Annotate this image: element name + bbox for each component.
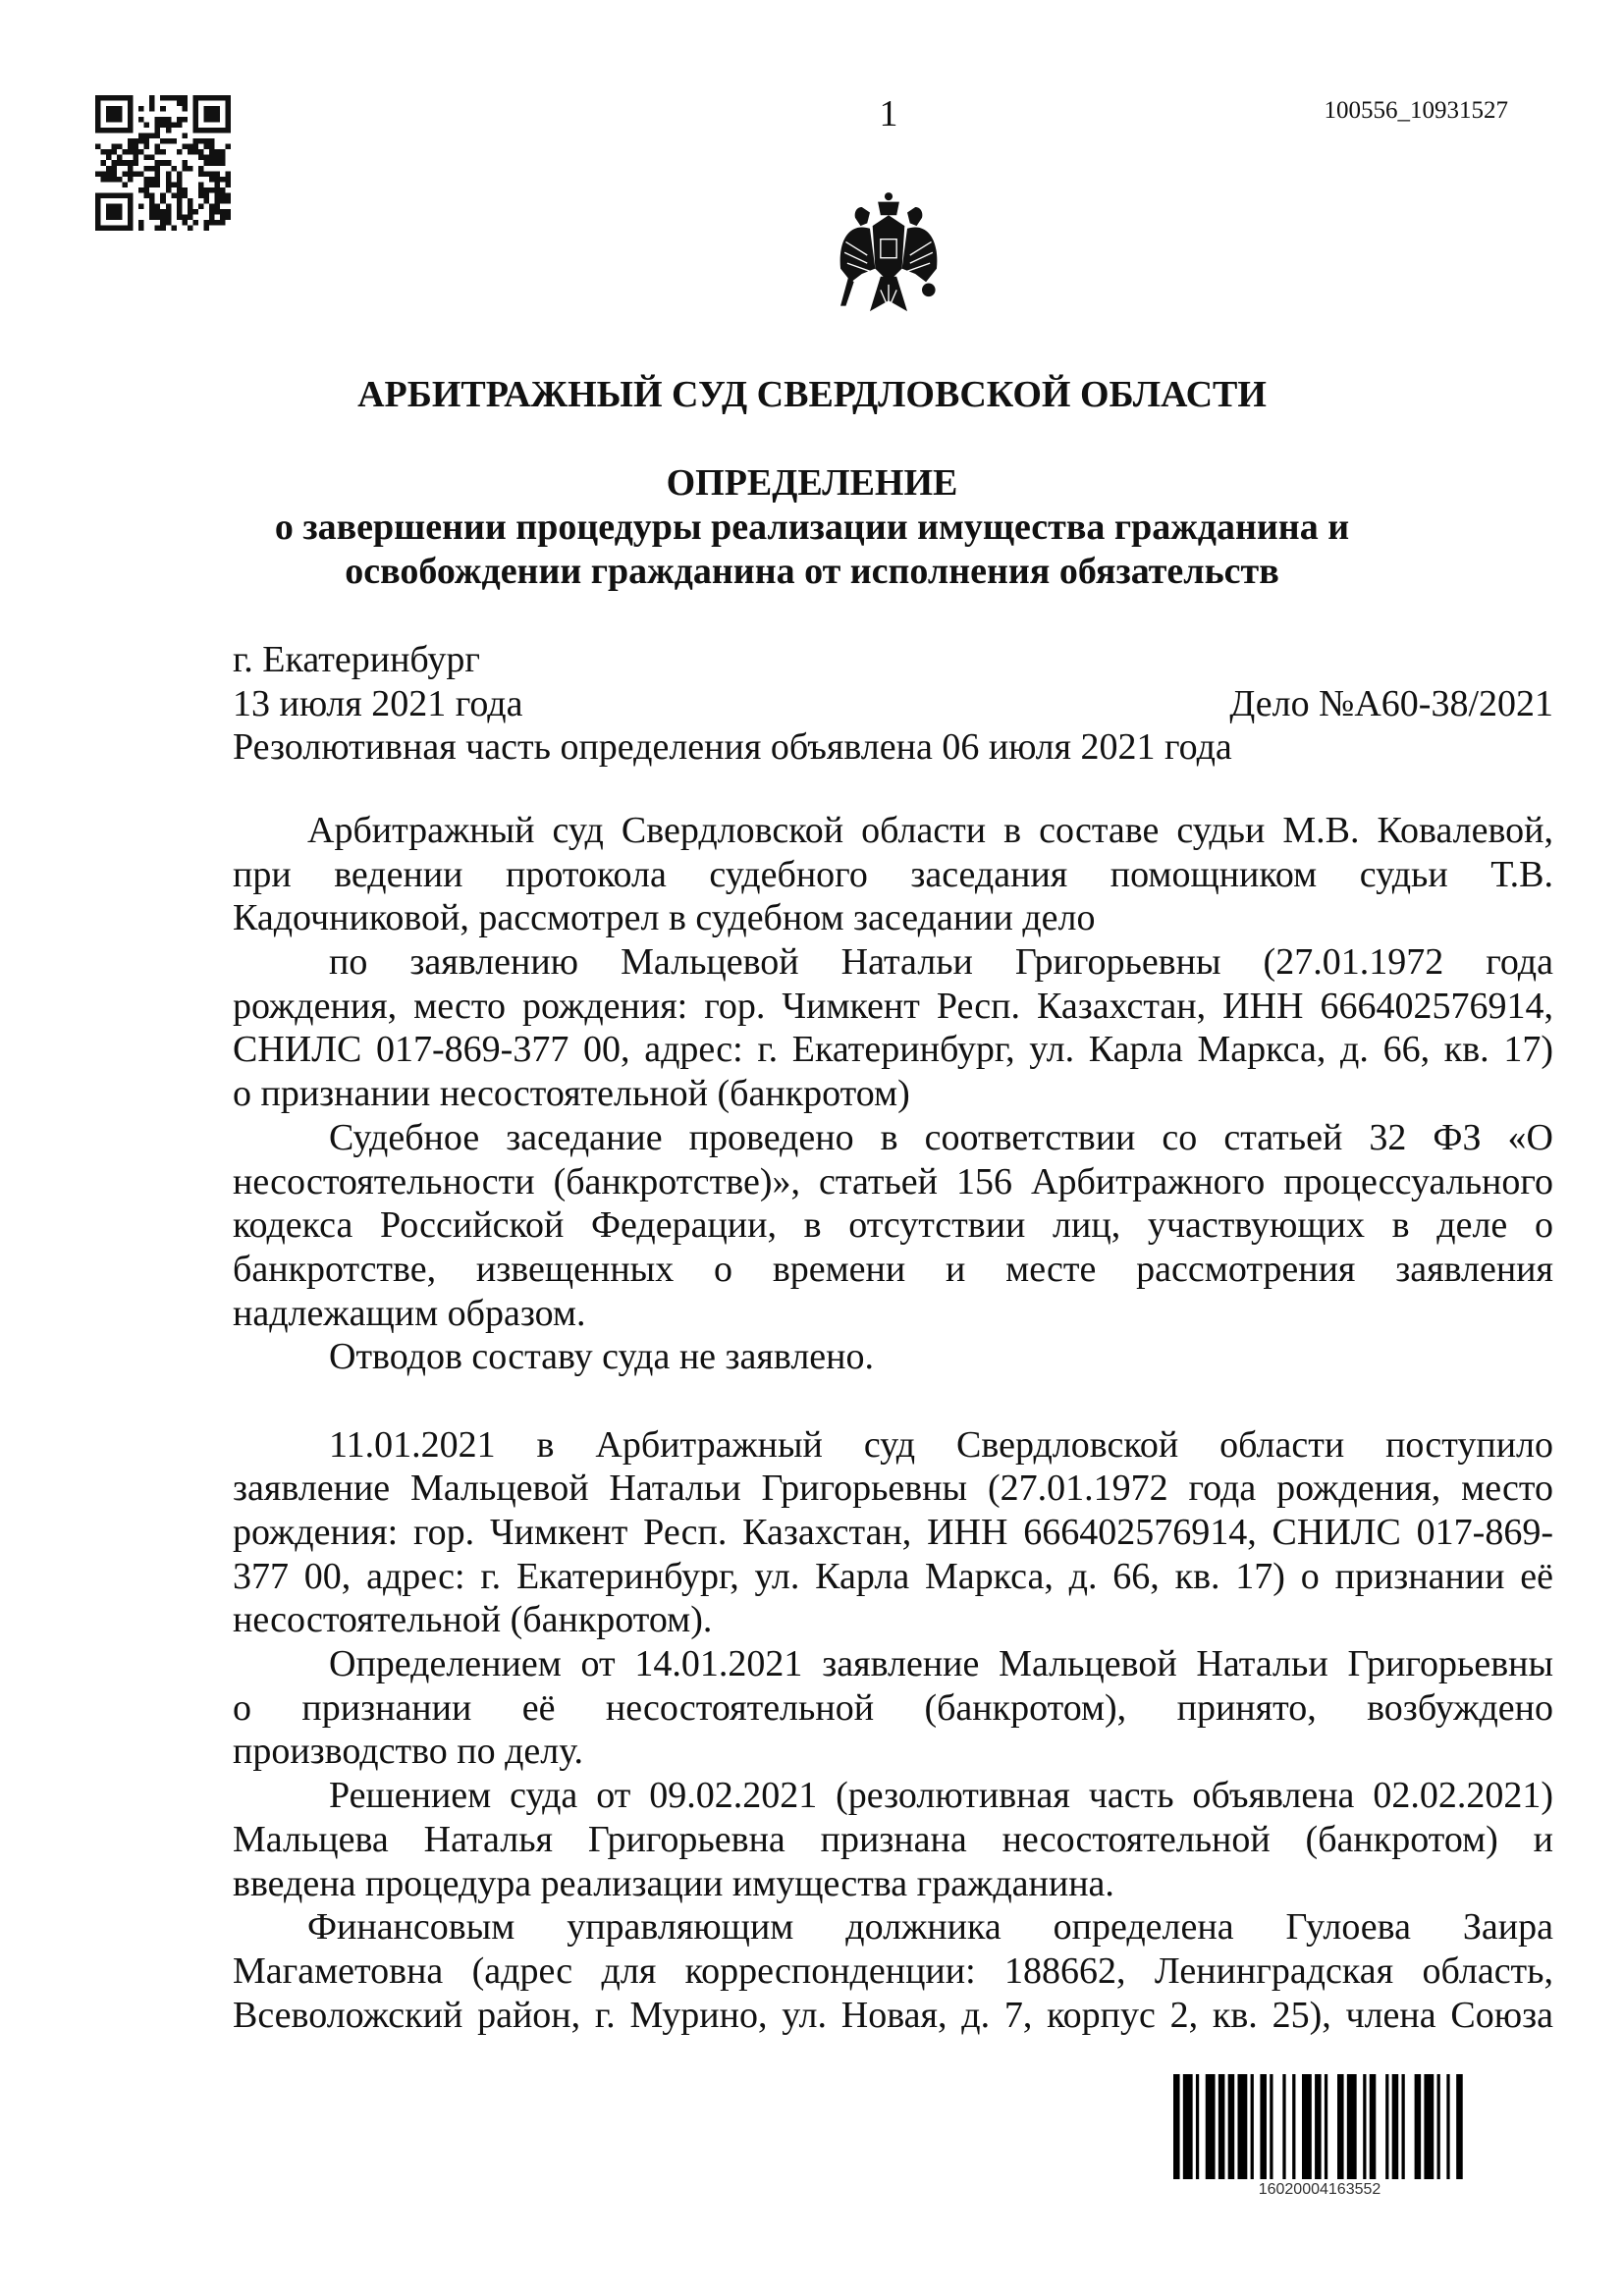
document-subtitle-line-1: о завершении процедуры реализации имущества гражданина и <box>274 507 1350 548</box>
barcode-bar <box>1370 2074 1377 2179</box>
body-line: Определением от 14.01.2021 заявление Мальцевой Натальи Григорьевны <box>329 1643 1553 1685</box>
body-line: СНИЛС 017-869-377 00, адрес: г. Екатеринбург, ул. Карла Маркса, д. 66, кв. 17) <box>233 1029 1553 1071</box>
barcode-bar <box>1173 2074 1180 2179</box>
barcode-bar <box>1415 2074 1422 2179</box>
barcode-bar <box>1228 2074 1235 2179</box>
barcode-bar <box>1437 2074 1440 2179</box>
body-line: Всеволожский район, г. Мурино, ул. Новая, д. 7, корпус 2, кв. 25), члена Союза <box>233 1994 1553 2036</box>
barcode-bar <box>1347 2074 1357 2179</box>
barcode-bar <box>1456 2074 1463 2179</box>
body-line: заявление Мальцевой Натальи Григорьевны (27.01.1972 года рождения, место <box>233 1468 1553 1510</box>
barcode-bar <box>1282 2074 1285 2179</box>
page-number: 1 <box>879 93 898 134</box>
body-line: о признании её несостоятельной (банкротом), принято, возбуждено <box>233 1686 1553 1729</box>
body-line: по заявлению Мальцевой Натальи Григорьевны (27.01.1972 года <box>329 941 1553 984</box>
body-line: при ведении протокола судебного заседания помощником судьи Т.В. <box>233 853 1553 895</box>
body-line: несостоятельной (банкротом). <box>233 1599 713 1641</box>
body-line: надлежащим образом. <box>233 1292 586 1334</box>
body-line: 11.01.2021 в Арбитражный суд Свердловской области поступило <box>329 1423 1553 1466</box>
body-line: рождения, место рождения: гор. Чимкент Респ. Казахстан, ИНН 666402576914, <box>233 985 1553 1027</box>
body-line: Магаметовна (адрес для корреспонденции: 188662, Ленинградская область, <box>233 1949 1553 1992</box>
barcode-bar <box>1424 2074 1434 2179</box>
barcode-bar <box>1196 2074 1199 2179</box>
barcode <box>1173 2074 1466 2179</box>
court-name-heading: АРБИТРАЖНЫЙ СУД СВЕРДЛОВСКОЙ ОБЛАСТИ <box>357 374 1267 415</box>
barcode-bar <box>1392 2074 1399 2179</box>
body-line: Отводов составу суда не заявлено. <box>329 1336 875 1378</box>
barcode-number: 16020004163552 <box>1258 2181 1381 2198</box>
body-line: Решением суда от 09.02.2021 (резолютивная часть объявлена 02.02.2021) <box>329 1775 1553 1817</box>
document-id: 100556_10931527 <box>1324 97 1508 124</box>
barcode-bar <box>1206 2074 1216 2179</box>
body-line: Финансовым управляющим должника определена Гулоева Заира <box>307 1906 1553 1949</box>
body-line: Мальцева Наталья Григорьевна признана несостоятельной (банкротом) и <box>233 1818 1553 1860</box>
barcode-bar <box>1302 2074 1312 2179</box>
barcode-bar <box>1363 2074 1366 2179</box>
barcode-bar <box>1260 2074 1267 2179</box>
barcode-bar <box>1292 2074 1295 2179</box>
body-line: кодекса Российской Федерации, в отсутствии лиц, участвующих в деле о <box>233 1204 1553 1247</box>
body-line: 377 00, адрес: г. Екатеринбург, ул. Карла Маркса, д. 66, кв. 17) о признании её <box>233 1555 1553 1597</box>
barcode-bar <box>1385 2074 1388 2179</box>
barcode-bar <box>1446 2074 1449 2179</box>
document-body <box>233 809 1553 2037</box>
qr-code <box>95 95 231 231</box>
body-line: о признании несостоятельной (банкротом) <box>233 1073 910 1115</box>
document-date: 13 июля 2021 года <box>233 683 523 724</box>
body-line: рождения: гор. Чимкент Респ. Казахстан, ИНН 666402576914, СНИЛС 017-869- <box>233 1512 1553 1553</box>
document-subtitle-line-2: освобождении гражданина от исполнения обязательств <box>345 551 1279 592</box>
blank-line <box>233 1379 1553 1423</box>
body-line: производство по делу. <box>233 1731 583 1773</box>
barcode-bar <box>1218 2074 1225 2179</box>
barcode-bar <box>1237 2074 1247 2179</box>
barcode-bar <box>1337 2074 1344 2179</box>
barcode-bar <box>1183 2074 1193 2179</box>
barcode-bar <box>1402 2074 1405 2179</box>
coat-of-arms-emblem <box>822 188 955 322</box>
barcode-bar <box>1270 2074 1272 2179</box>
barcode-bar <box>1251 2074 1254 2179</box>
resolution-note: Резолютивная часть определения объявлена 06 июля 2021 года <box>233 726 1232 768</box>
city: г. Екатеринбург <box>233 639 480 680</box>
body-line: Арбитражный суд Свердловской области в составе судьи М.В. Ковалевой, <box>307 810 1553 851</box>
body-line: введена процедура реализации имущества гражданина. <box>233 1862 1114 1904</box>
case-number: Дело №А60-38/2021 <box>1229 683 1553 724</box>
body-line: Кадочниковой, рассмотрел в судебном заседании дело <box>233 897 1096 939</box>
body-line: несостоятельности (банкротстве)», статьей 156 Арбитражного процессуального <box>233 1160 1553 1202</box>
barcode-bar <box>1315 2074 1322 2179</box>
body-line: Судебное заседание проведено в соответствии со статьей 32 ФЗ «О <box>329 1116 1553 1158</box>
body-line: банкротстве, извещенных о времени и месте рассмотрения заявления <box>233 1248 1553 1290</box>
document-type-heading: ОПРЕДЕЛЕНИЕ <box>666 462 958 504</box>
barcode-bar <box>1325 2074 1327 2179</box>
